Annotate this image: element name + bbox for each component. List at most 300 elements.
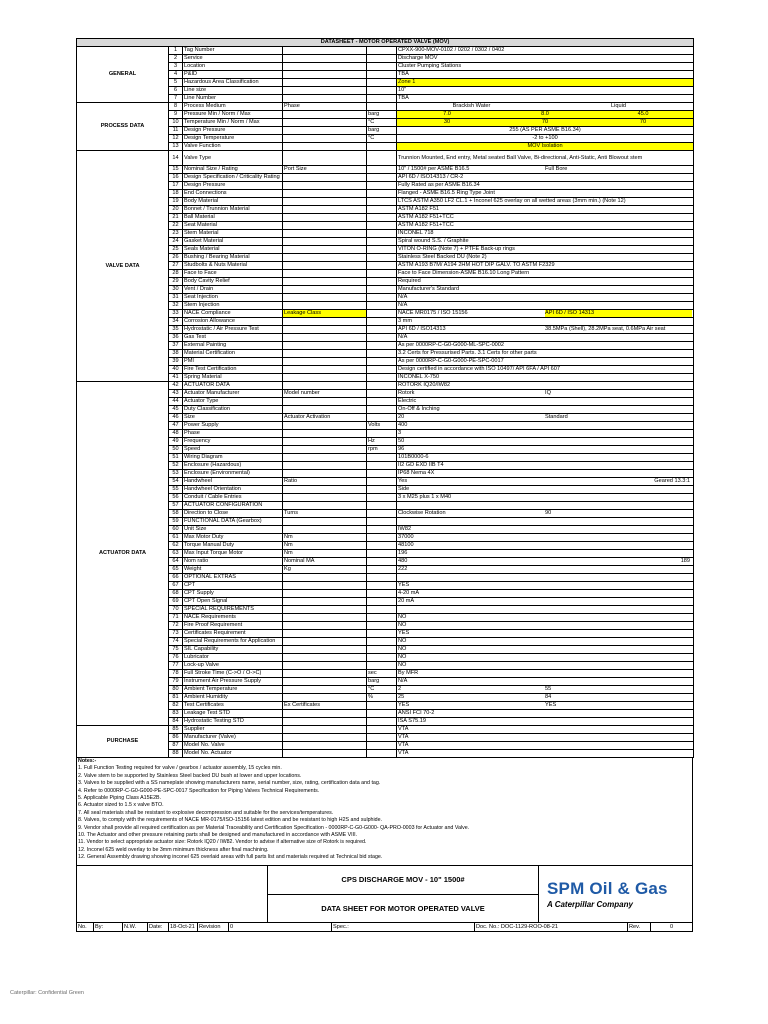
row-value: Side	[397, 486, 694, 494]
row-label: Line size	[183, 87, 283, 95]
table-row	[77, 103, 694, 111]
row-sublabel	[283, 95, 367, 103]
footer-revision-label: Revision	[198, 923, 229, 931]
row-unit	[367, 702, 397, 710]
table-row	[77, 342, 694, 350]
table-row	[77, 278, 694, 286]
row-value: N/A	[397, 294, 694, 302]
confidentiality-label: Caterpillar: Confidential Green	[10, 990, 84, 996]
footer-rev-label: Rev.	[628, 923, 651, 931]
row-number: 37	[169, 342, 183, 350]
table-row	[77, 670, 694, 678]
row-value: Fully Rated as per ASME B16.34	[397, 182, 694, 190]
row-unit	[367, 79, 397, 87]
row-sublabel	[283, 326, 367, 334]
table-row	[77, 646, 694, 654]
row-number: 40	[169, 366, 183, 374]
row-sublabel	[283, 470, 367, 478]
row-label: Design Pressure	[183, 127, 283, 135]
row-sublabel	[283, 614, 367, 622]
row-label: FUNCTIONAL DATA (Gearbox)	[183, 518, 283, 526]
row-number: 20	[169, 206, 183, 214]
row-value: CPXX-900-MOV-0102 / 0202 / 0302 / 0402	[397, 47, 694, 55]
row-value: IP68 Nema 4X	[397, 470, 694, 478]
row-value-part: 25	[398, 694, 405, 700]
row-unit	[367, 606, 397, 614]
row-value: MOV Isolation	[397, 143, 694, 151]
row-number: 75	[169, 646, 183, 654]
row-sublabel	[283, 606, 367, 614]
row-number: 68	[169, 590, 183, 598]
row-sublabel	[283, 686, 367, 694]
row-value: 37000	[397, 534, 694, 542]
table-row	[77, 390, 694, 398]
note-item: 7. All seal materials shall be resistant to explosive decompression and suitable for the services/temperatures.	[78, 809, 334, 816]
row-number: 6	[169, 87, 183, 95]
row-sublabel	[283, 174, 367, 182]
notes-block	[76, 758, 693, 866]
table-row	[77, 430, 694, 438]
row-unit	[367, 742, 397, 750]
row-value: Zone 1	[397, 79, 694, 87]
row-unit	[367, 638, 397, 646]
row-label: Size	[183, 414, 283, 422]
row-number: 33	[169, 310, 183, 318]
row-sublabel	[283, 462, 367, 470]
row-label: Temperature Min / Norm / Max	[183, 119, 283, 127]
row-unit	[367, 710, 397, 718]
row-unit	[367, 182, 397, 190]
row-unit	[367, 662, 397, 670]
table-row	[77, 246, 694, 254]
table-row	[77, 111, 694, 119]
row-number: 74	[169, 638, 183, 646]
row-number: 17	[169, 182, 183, 190]
row-value: 400	[397, 422, 694, 430]
row-sublabel	[283, 182, 367, 190]
row-value-part: NACE MR0175 / ISO 15156	[398, 310, 468, 316]
row-label: Nom ratio	[183, 558, 283, 566]
row-sublabel	[283, 87, 367, 95]
row-value: Trunnion Mounted, End entry, Metal seated Ball Valve, Bi-directional, Anti-Static, Anti Blowout stem	[397, 151, 694, 166]
row-value-part: Full Bore	[545, 166, 568, 172]
row-sublabel	[283, 334, 367, 342]
row-sublabel	[283, 270, 367, 278]
row-number: 7	[169, 95, 183, 103]
table-row	[77, 750, 694, 758]
row-number: 26	[169, 254, 183, 262]
table-row	[77, 334, 694, 342]
table-row	[77, 182, 694, 190]
row-unit	[367, 374, 397, 382]
row-unit	[367, 87, 397, 95]
row-sublabel: Ratio	[283, 478, 367, 486]
row-label: Enclosure (Environmental)	[183, 470, 283, 478]
table-row	[77, 630, 694, 638]
row-value	[397, 606, 694, 614]
row-unit	[367, 143, 397, 151]
row-number: 45	[169, 406, 183, 414]
row-label: Conduit / Cable Entries	[183, 494, 283, 502]
row-unit	[367, 734, 397, 742]
row-number: 42	[169, 382, 183, 390]
row-sublabel: Kg	[283, 566, 367, 574]
row-unit	[367, 654, 397, 662]
row-sublabel	[283, 398, 367, 406]
title-block	[76, 866, 693, 923]
row-value: INCONEL X-750	[397, 374, 694, 382]
table-row	[77, 622, 694, 630]
row-label: ACTUATOR CONFIGURATION	[183, 502, 283, 510]
row-value-part: 8.0	[541, 111, 549, 117]
row-value: 3 mm	[397, 318, 694, 326]
table-row	[77, 214, 694, 222]
table-row	[77, 606, 694, 614]
row-number: 2	[169, 55, 183, 63]
row-sublabel	[283, 350, 367, 358]
row-number: 27	[169, 262, 183, 270]
row-sublabel	[283, 638, 367, 646]
row-number: 85	[169, 726, 183, 734]
row-sublabel	[283, 662, 367, 670]
row-label: Location	[183, 63, 283, 71]
row-value: Discharge MOV	[397, 55, 694, 63]
row-unit: Volts	[367, 422, 397, 430]
row-number: 54	[169, 478, 183, 486]
row-value-part: 7.0	[443, 111, 451, 117]
row-value: ASTM A193 B7M/ A194 2HM HOT DIP GALV. TO ASTM F2329	[397, 262, 694, 270]
row-value: 3 x M25 plus 1 x M40	[397, 494, 694, 502]
row-value: VITON O-RING (Note 7) + PTFE Back-up rings	[397, 246, 694, 254]
row-value	[397, 558, 694, 566]
table-row	[77, 55, 694, 63]
row-number: 10	[169, 119, 183, 127]
table-row	[77, 119, 694, 127]
row-unit	[367, 286, 397, 294]
row-label: Seat Material	[183, 222, 283, 230]
row-label: Instrument Air Pressure Supply	[183, 678, 283, 686]
table-row	[77, 414, 694, 422]
row-number: 76	[169, 654, 183, 662]
row-number: 80	[169, 686, 183, 694]
row-unit: %	[367, 694, 397, 702]
row-label: Gasket Material	[183, 238, 283, 246]
row-value: INCONEL 718	[397, 230, 694, 238]
row-sublabel	[283, 502, 367, 510]
row-value: ANSI FCI 70-2	[397, 710, 694, 718]
row-number: 72	[169, 622, 183, 630]
row-value: NO	[397, 638, 694, 646]
row-unit	[367, 518, 397, 526]
row-label: Fire Test Certification	[183, 366, 283, 374]
row-unit	[367, 582, 397, 590]
row-label: PMI	[183, 358, 283, 366]
row-sublabel: Model number	[283, 390, 367, 398]
row-number: 71	[169, 614, 183, 622]
row-value: NO	[397, 614, 694, 622]
row-sublabel	[283, 358, 367, 366]
row-value-part: Geared 13.3:1	[654, 478, 691, 484]
row-unit	[367, 406, 397, 414]
row-number: 18	[169, 190, 183, 198]
row-number: 88	[169, 750, 183, 758]
note-item: 9. Vendor shall provide all required certification as per Material Traceability and Certification Specification - 0000RP-C-G0-G000- QA-PRO-0003 for Actuator and Valve.	[78, 824, 470, 831]
row-label: Leakage Test STD	[183, 710, 283, 718]
row-number: 43	[169, 390, 183, 398]
row-label: Nominal Size / Rating	[183, 166, 283, 174]
row-label: Body Material	[183, 198, 283, 206]
note-item: 2. Valve stem to be supported by Stainless Steel backed DU bush at lower and upper locations.	[78, 772, 302, 779]
table-row	[77, 358, 694, 366]
row-number: 84	[169, 718, 183, 726]
row-value-part: 90	[545, 510, 552, 516]
row-value	[397, 390, 694, 398]
row-sublabel	[283, 119, 367, 127]
row-number: 55	[169, 486, 183, 494]
row-unit	[367, 630, 397, 638]
row-label: Handwheel	[183, 478, 283, 486]
table-row	[77, 742, 694, 750]
row-label: Tag Number	[183, 47, 283, 55]
row-sublabel: Port Size	[283, 166, 367, 174]
row-unit	[367, 326, 397, 334]
row-sublabel	[283, 278, 367, 286]
row-number: 77	[169, 662, 183, 670]
row-label: Design Temperature	[183, 135, 283, 143]
row-sublabel	[283, 143, 367, 151]
revision-footer	[76, 923, 693, 932]
row-value	[397, 166, 694, 174]
row-value: 101B0000-6	[397, 454, 694, 462]
row-unit	[367, 478, 397, 486]
row-label: Actuator Type	[183, 398, 283, 406]
row-number: 67	[169, 582, 183, 590]
row-value-part: 10" / 1500# per ASME B16.5	[398, 166, 470, 172]
row-number: 16	[169, 174, 183, 182]
row-number: 8	[169, 103, 183, 111]
row-sublabel	[283, 590, 367, 598]
section-label-purchase: PURCHASE	[77, 726, 169, 758]
row-label: Wiring Diagram	[183, 454, 283, 462]
row-unit	[367, 262, 397, 270]
row-value: VTA	[397, 734, 694, 742]
row-number: 14	[169, 151, 183, 166]
row-label: Max Motor Duty	[183, 534, 283, 542]
row-label: Face to Face	[183, 270, 283, 278]
row-number: 44	[169, 398, 183, 406]
row-value	[397, 502, 694, 510]
row-label: Hazardous Area Classification	[183, 79, 283, 87]
title-block-blank	[77, 866, 268, 922]
row-label: Duty Classification	[183, 406, 283, 414]
row-value-part: 2	[398, 686, 402, 692]
row-value: 3	[397, 430, 694, 438]
row-value: 3.2 Certs for Pressurised Parts. 3.1 Certs for other parts	[397, 350, 694, 358]
row-number: 32	[169, 302, 183, 310]
row-label: Supplier	[183, 726, 283, 734]
row-sublabel	[283, 446, 367, 454]
row-value	[397, 310, 694, 318]
row-value	[397, 119, 694, 127]
row-sublabel	[283, 151, 367, 166]
row-label: ACTUATOR DATA	[183, 382, 283, 390]
row-sublabel: Turns	[283, 510, 367, 518]
table-row	[77, 63, 694, 71]
table-row	[77, 135, 694, 143]
row-label: Frequency	[183, 438, 283, 446]
row-sublabel: Ex Certificates	[283, 702, 367, 710]
row-sublabel: Phase	[283, 103, 367, 111]
row-value: 96	[397, 446, 694, 454]
row-unit	[367, 366, 397, 374]
row-number: 1	[169, 47, 183, 55]
row-sublabel	[283, 246, 367, 254]
table-row	[77, 494, 694, 502]
row-value: ASTM A182 F51	[397, 206, 694, 214]
table-row	[77, 270, 694, 278]
row-sublabel	[283, 454, 367, 462]
row-unit	[367, 646, 397, 654]
datasheet-table	[76, 38, 694, 758]
table-row	[77, 686, 694, 694]
row-value: 20 mA	[397, 598, 694, 606]
row-number: 29	[169, 278, 183, 286]
row-sublabel	[283, 406, 367, 414]
row-number: 41	[169, 374, 183, 382]
row-number: 9	[169, 111, 183, 119]
table-row	[77, 398, 694, 406]
row-unit	[367, 71, 397, 79]
row-value: ASTM A182 F51+TCC	[397, 222, 694, 230]
row-sublabel: Leakage Class	[283, 310, 367, 318]
row-unit	[367, 534, 397, 542]
row-number: 11	[169, 127, 183, 135]
row-number: 60	[169, 526, 183, 534]
row-number: 12	[169, 135, 183, 143]
row-sublabel: Actuator Activation	[283, 414, 367, 422]
table-row	[77, 598, 694, 606]
table-row	[77, 526, 694, 534]
table-row	[77, 502, 694, 510]
row-sublabel	[283, 47, 367, 55]
row-value-part: YES	[545, 702, 557, 708]
row-unit: barg	[367, 111, 397, 119]
row-number: 4	[169, 71, 183, 79]
row-number: 69	[169, 598, 183, 606]
row-label: Lubricator	[183, 654, 283, 662]
row-label: Lock-up Valve	[183, 662, 283, 670]
row-sublabel	[283, 430, 367, 438]
row-value-part: 20	[398, 414, 405, 420]
row-number: 87	[169, 742, 183, 750]
row-sublabel	[283, 127, 367, 135]
row-number: 83	[169, 710, 183, 718]
row-label: Test Certificates	[183, 702, 283, 710]
row-label: Handwheel Orientation	[183, 486, 283, 494]
row-value-part: 480	[398, 558, 408, 564]
row-unit	[367, 278, 397, 286]
title-block-titles	[268, 866, 539, 922]
row-number: 65	[169, 566, 183, 574]
row-label: CPT	[183, 582, 283, 590]
row-value-part: 45.0	[637, 111, 649, 117]
row-label: Corrosion Allowance	[183, 318, 283, 326]
row-sublabel	[283, 574, 367, 582]
row-number: 57	[169, 502, 183, 510]
row-label: Ambient Temperature	[183, 686, 283, 694]
row-label: Service	[183, 55, 283, 63]
row-label: Full Stroke Time (C->O / O->C)	[183, 670, 283, 678]
note-item: 1. Full Function Testing required for valve / gearbox / actuator assembly, 15 cycles min.	[78, 765, 282, 772]
document-title: CPS DISCHARGE MOV - 10" 1500#	[341, 875, 465, 885]
row-unit	[367, 214, 397, 222]
row-value: By MFR	[397, 670, 694, 678]
row-number: 82	[169, 702, 183, 710]
row-unit	[367, 398, 397, 406]
table-row	[77, 550, 694, 558]
row-label: SPECIAL REQUIREMENTS	[183, 606, 283, 614]
table-row	[77, 95, 694, 103]
row-label: Bushing / Bearing Material	[183, 254, 283, 262]
note-item: 3. Valves to be supplied with a SS nameplate showing manufacturers name, serial number, size, rating, certification data and tag.	[78, 780, 381, 787]
row-value-part: 30	[443, 119, 451, 125]
row-value	[397, 686, 694, 694]
table-row	[77, 718, 694, 726]
table-row	[77, 510, 694, 518]
row-label: Design Specification / Criticality Rating	[183, 174, 283, 182]
row-sublabel	[283, 518, 367, 526]
row-label: Valve Type	[183, 151, 283, 166]
row-unit	[367, 230, 397, 238]
row-value-part: 38.5MPa (Shell), 28.2MPa seat, 0.6MPa Air seat	[545, 326, 666, 332]
row-value	[397, 694, 694, 702]
row-label: Fire Proof Requirement	[183, 622, 283, 630]
row-unit	[367, 526, 397, 534]
row-label: Material Certification	[183, 350, 283, 358]
note-item: 4. Refer to 0000RP-C-G0-G000-PE-SPC-0017 Specification for Piping Valves Technical Requirements.	[78, 787, 320, 794]
table-row	[77, 462, 694, 470]
row-number: 62	[169, 542, 183, 550]
table-row	[77, 694, 694, 702]
row-number: 23	[169, 230, 183, 238]
note-item: 12. General Assembly drawing showing inconel 625 overlaid areas with full parts list and materials required at Technical bid stage.	[78, 854, 383, 861]
row-sublabel	[283, 694, 367, 702]
section-label-valve: VALVE DATA	[77, 151, 169, 382]
row-number: 46	[169, 414, 183, 422]
row-label: Torque Manual Duty	[183, 542, 283, 550]
table-row	[77, 230, 694, 238]
row-number: 64	[169, 558, 183, 566]
row-value-part: Liquid	[611, 103, 626, 109]
table-row	[77, 542, 694, 550]
row-value	[397, 414, 694, 422]
row-unit	[367, 151, 397, 166]
row-value	[397, 326, 694, 334]
footer-nw: N.W.	[123, 923, 148, 931]
note-item: 12. Inconel 625 weld overlay to be 3mm minimum thickness after final machining.	[78, 846, 269, 853]
row-unit: rpm	[367, 446, 397, 454]
row-sublabel: Nm	[283, 534, 367, 542]
row-unit	[367, 486, 397, 494]
row-unit	[367, 190, 397, 198]
row-value: YES	[397, 630, 694, 638]
table-row	[77, 366, 694, 374]
row-unit	[367, 55, 397, 63]
footer-spec: Spec.:	[332, 923, 475, 931]
row-value: Electric	[397, 398, 694, 406]
row-value: 50	[397, 438, 694, 446]
footer-date: 18-Oct-21	[169, 923, 198, 931]
